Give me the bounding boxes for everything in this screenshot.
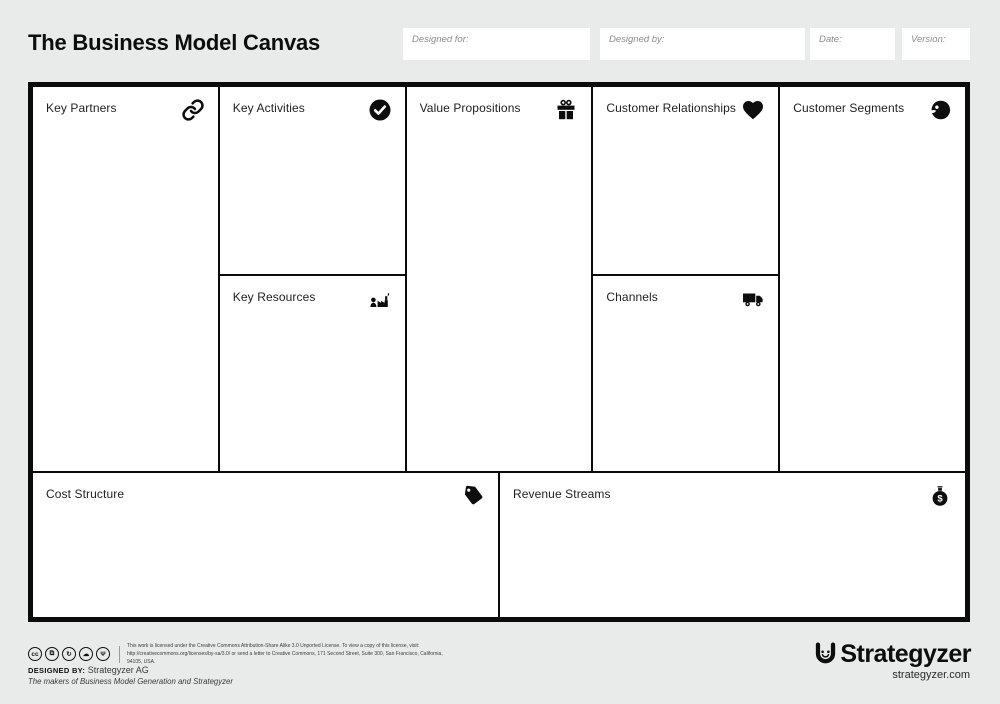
cell-key-activities[interactable] — [220, 87, 405, 274]
cell-key-resources[interactable] — [220, 276, 405, 471]
license-divider — [119, 646, 120, 663]
person-factory-icon — [368, 287, 392, 311]
date-field[interactable] — [810, 28, 895, 60]
license-text — [127, 642, 457, 666]
key-activities-label: Key Activities — [232, 101, 305, 115]
version-label: Version: — [911, 34, 946, 45]
customer-relationships-label: Customer Relationships — [606, 101, 736, 115]
price-tag-icon — [461, 484, 485, 508]
cell-channels[interactable] — [593, 276, 778, 471]
cell-value-propositions[interactable] — [407, 87, 592, 471]
tagline: The makers of Business Model Generation and Strategyzer — [28, 677, 233, 686]
cell-key-partners[interactable] — [33, 87, 218, 471]
cell-customer-relationships[interactable] — [593, 87, 778, 274]
license-bar — [28, 642, 457, 666]
revenue-streams-label: Revenue Streams — [513, 487, 611, 501]
cost-structure-label: Cost Structure — [46, 487, 125, 501]
key-resources-label: Key Resources — [232, 290, 316, 304]
brand-name: Strategyzer — [840, 640, 971, 668]
license-line-1: This work is licensed under the Creative Commons Attribution-Share Alike 3.0 Unported License. To view a copy of this license, visit: — [127, 643, 420, 649]
cell-cost-structure[interactable] — [33, 473, 498, 617]
share-alike-icon: ↻ — [62, 647, 76, 661]
customer-segments-label: Customer Segments — [793, 101, 905, 115]
cc-icon: cc — [28, 647, 42, 661]
heart-icon — [741, 98, 765, 122]
designed-by-line — [28, 665, 149, 675]
cloud-icon: ☁ — [79, 647, 93, 661]
designed-by-caption: DESIGNED BY: — [28, 666, 86, 675]
canvas-grid — [28, 82, 970, 622]
designed-by-label: Designed by: — [609, 34, 665, 45]
face-icon — [928, 98, 952, 122]
value-propositions-label: Value Propositions — [419, 101, 521, 115]
designed-by-value: Strategyzer AG — [87, 665, 149, 675]
creative-commons-badges — [28, 647, 110, 661]
money-bag-icon — [928, 484, 952, 508]
designed-for-field[interactable] — [403, 28, 590, 60]
truck-icon — [741, 287, 765, 311]
license-line-2: http://creativecommons.org/licenses/by-sa/3.0/ or send a letter to Creative Commons, 171 Second Street, Suite 300, San Francisco, California, 94105, USA. — [127, 651, 443, 665]
cell-revenue-streams[interactable] — [500, 473, 965, 617]
attribution-icon: Ψ — [96, 647, 110, 661]
page-title: The Business Model Canvas — [28, 30, 321, 55]
designed-by-field[interactable] — [600, 28, 805, 60]
svg-text:$: $ — [937, 493, 943, 505]
designed-for-label: Designed for: — [412, 34, 469, 45]
date-label: Date: — [819, 34, 842, 45]
channels-label: Channels — [606, 290, 658, 304]
version-field[interactable] — [902, 28, 970, 60]
check-circle-icon — [368, 98, 392, 122]
link-icon — [181, 98, 205, 122]
brand-website: strategyzer.com — [892, 669, 970, 681]
strategyzer-mark-icon — [812, 641, 839, 668]
brand-logo — [812, 640, 971, 669]
gift-icon — [554, 98, 578, 122]
remix-icon: ⧉ — [45, 647, 59, 661]
key-partners-label: Key Partners — [46, 101, 117, 115]
cell-customer-segments[interactable] — [780, 87, 965, 471]
